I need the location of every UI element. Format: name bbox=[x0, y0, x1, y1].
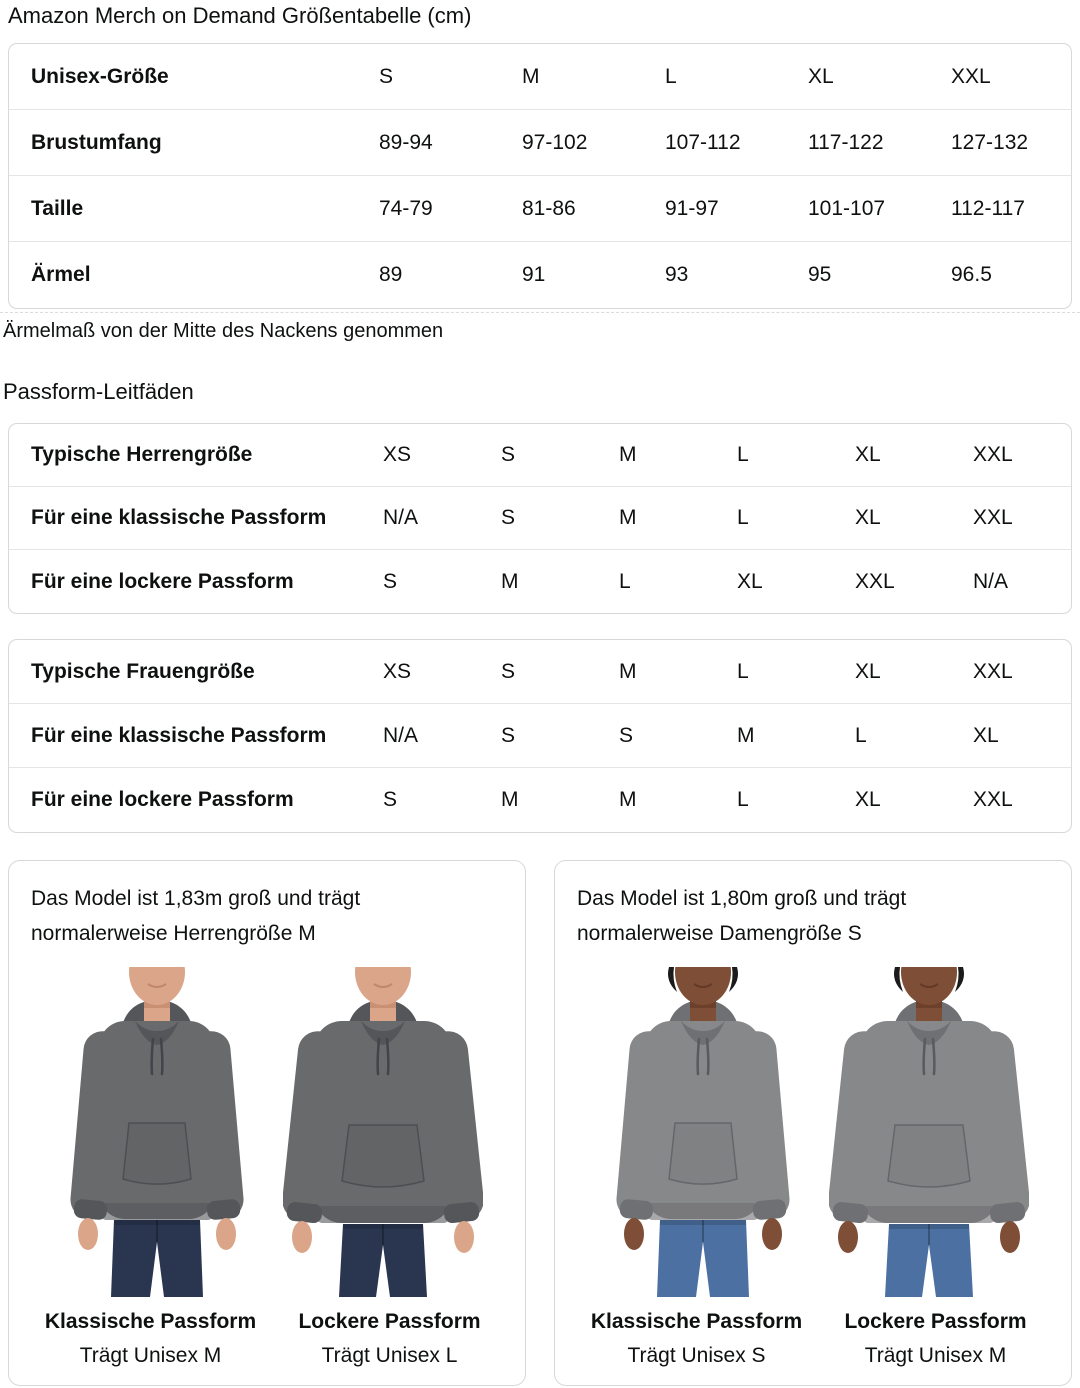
photo-frame bbox=[283, 967, 483, 1297]
fit-value: M bbox=[619, 443, 637, 466]
fit-value: XS bbox=[383, 659, 412, 683]
fit-guides-heading: Passform-Leitfäden bbox=[3, 379, 194, 404]
fit-value: L bbox=[737, 443, 749, 466]
fit-value: M bbox=[619, 506, 637, 529]
fit-row-label: Typische Frauengröße bbox=[31, 659, 255, 683]
size-table-header-row bbox=[9, 44, 1071, 110]
caption-title: Klassische Passform bbox=[590, 1310, 803, 1333]
measurement-value: 91 bbox=[522, 263, 546, 286]
model-card-women bbox=[554, 860, 1072, 1386]
fit-value: S bbox=[619, 723, 634, 747]
row-label: Unisex-Größe bbox=[31, 64, 169, 88]
measurement-value: 112-117 bbox=[951, 196, 1025, 220]
fit-value: XXL bbox=[973, 443, 1013, 466]
fit-value: XXL bbox=[973, 506, 1013, 529]
measurement-value: 89-94 bbox=[379, 130, 433, 154]
fit-row-label: Für eine lockere Passform bbox=[31, 788, 294, 811]
table-row bbox=[9, 110, 1071, 176]
fit-value: XL bbox=[855, 659, 881, 683]
captions-row bbox=[31, 1309, 509, 1369]
caption-subtitle: Trägt Unisex M bbox=[864, 1344, 1007, 1367]
fit-value: M bbox=[737, 723, 755, 747]
measurement-value: 107-112 bbox=[665, 130, 741, 154]
fit-row bbox=[9, 640, 1071, 704]
sleeve-measurement-note: Ärmelmaß von der Mitte des Nackens genommen bbox=[3, 320, 444, 342]
fit-row bbox=[9, 704, 1071, 768]
fit-value: N/A bbox=[383, 506, 419, 529]
caption-title: Klassische Passform bbox=[44, 1310, 257, 1333]
fit-value: XXL bbox=[855, 569, 895, 593]
fit-value: M bbox=[619, 659, 637, 683]
model-card-intro: Das Model ist 1,80m groß und trägt normalerweise Damengröße S bbox=[577, 887, 907, 945]
page-title: Amazon Merch on Demand Größentabelle (cm) bbox=[8, 3, 472, 28]
fit-value: XL bbox=[737, 569, 763, 593]
size-header-value: S bbox=[379, 64, 394, 88]
fit-value: N/A bbox=[973, 569, 1009, 593]
photo-caption bbox=[577, 1309, 816, 1369]
caption-subtitle: Trägt Unisex S bbox=[627, 1344, 766, 1367]
fit-row-label: Für eine klassische Passform bbox=[31, 723, 327, 747]
fit-row bbox=[9, 768, 1071, 832]
photo-caption bbox=[270, 1309, 509, 1369]
measurement-value: 96.5 bbox=[951, 263, 992, 286]
measurement-value: 89 bbox=[379, 263, 403, 286]
photo-frame bbox=[57, 967, 257, 1297]
table-row bbox=[9, 176, 1071, 242]
caption-title: Lockere Passform bbox=[298, 1310, 481, 1333]
fit-value: L bbox=[737, 788, 749, 811]
fit-value: S bbox=[501, 506, 516, 529]
mens-fit-table bbox=[8, 423, 1072, 614]
model-photos-row bbox=[577, 967, 1055, 1297]
fit-value: S bbox=[383, 569, 398, 593]
model-card-intro: Das Model ist 1,83m groß und trägt normalerweise Herrengröße M bbox=[31, 887, 361, 945]
fit-value: M bbox=[619, 788, 637, 811]
captions-row bbox=[577, 1309, 1055, 1369]
fit-value: L bbox=[855, 723, 867, 747]
fit-value: L bbox=[737, 506, 749, 529]
female-model-loose-fit-photo bbox=[829, 967, 1029, 1297]
row-label: Ärmel bbox=[31, 263, 91, 286]
fit-value: L bbox=[619, 569, 631, 593]
measurement-value: 97-102 bbox=[522, 130, 588, 154]
measurement-value: 95 bbox=[808, 263, 832, 286]
fit-value: L bbox=[737, 659, 749, 683]
fit-value: S bbox=[383, 788, 398, 811]
fit-row bbox=[9, 550, 1071, 613]
fit-row bbox=[9, 487, 1071, 550]
fit-row-label: Typische Herrengröße bbox=[31, 443, 253, 466]
photo-caption bbox=[816, 1309, 1055, 1369]
table-row bbox=[9, 242, 1071, 308]
measurement-value: 81-86 bbox=[522, 196, 576, 220]
size-header-value: XXL bbox=[951, 64, 991, 88]
female-model-classic-fit-photo bbox=[603, 967, 803, 1297]
fit-value: XL bbox=[855, 506, 881, 529]
measurement-value: 127-132 bbox=[951, 130, 1029, 154]
fit-value: S bbox=[501, 443, 516, 466]
fit-value: XL bbox=[973, 723, 999, 747]
row-label: Brustumfang bbox=[31, 130, 162, 154]
fit-value: S bbox=[501, 659, 516, 683]
fit-value: N/A bbox=[383, 723, 419, 747]
dashed-divider bbox=[0, 312, 1080, 313]
model-photos-row bbox=[31, 967, 509, 1297]
measurement-value: 117-122 bbox=[808, 130, 884, 154]
measurement-value: 93 bbox=[665, 263, 689, 286]
fit-value: M bbox=[501, 569, 519, 593]
fit-value: XL bbox=[855, 788, 881, 811]
measurement-value: 101-107 bbox=[808, 196, 886, 220]
caption-subtitle: Trägt Unisex M bbox=[79, 1344, 222, 1367]
fit-row bbox=[9, 424, 1071, 487]
measurement-value: 91-97 bbox=[665, 196, 719, 220]
fit-value: XL bbox=[855, 443, 881, 466]
womens-fit-table bbox=[8, 639, 1072, 833]
row-label: Taille bbox=[31, 196, 84, 220]
model-cards bbox=[8, 860, 1072, 1386]
fit-value: S bbox=[501, 723, 516, 747]
fit-value: XXL bbox=[973, 659, 1013, 683]
photo-frame bbox=[829, 967, 1029, 1297]
size-header-value: M bbox=[522, 64, 540, 88]
size-table bbox=[8, 43, 1072, 309]
model-card-men bbox=[8, 860, 526, 1386]
measurement-value: 74-79 bbox=[379, 196, 433, 220]
fit-value: XXL bbox=[973, 788, 1013, 811]
photo-caption bbox=[31, 1309, 270, 1369]
size-header-value: L bbox=[665, 64, 677, 88]
fit-value: M bbox=[501, 788, 519, 811]
fit-row-label: Für eine klassische Passform bbox=[31, 506, 327, 529]
caption-subtitle: Trägt Unisex L bbox=[321, 1344, 458, 1367]
male-model-loose-fit-photo bbox=[283, 967, 483, 1297]
fit-row-label: Für eine lockere Passform bbox=[31, 569, 294, 593]
caption-title: Lockere Passform bbox=[844, 1310, 1027, 1333]
photo-frame bbox=[603, 967, 803, 1297]
male-model-classic-fit-photo bbox=[57, 967, 257, 1297]
fit-value: XS bbox=[383, 443, 412, 466]
size-header-value: XL bbox=[808, 64, 834, 88]
